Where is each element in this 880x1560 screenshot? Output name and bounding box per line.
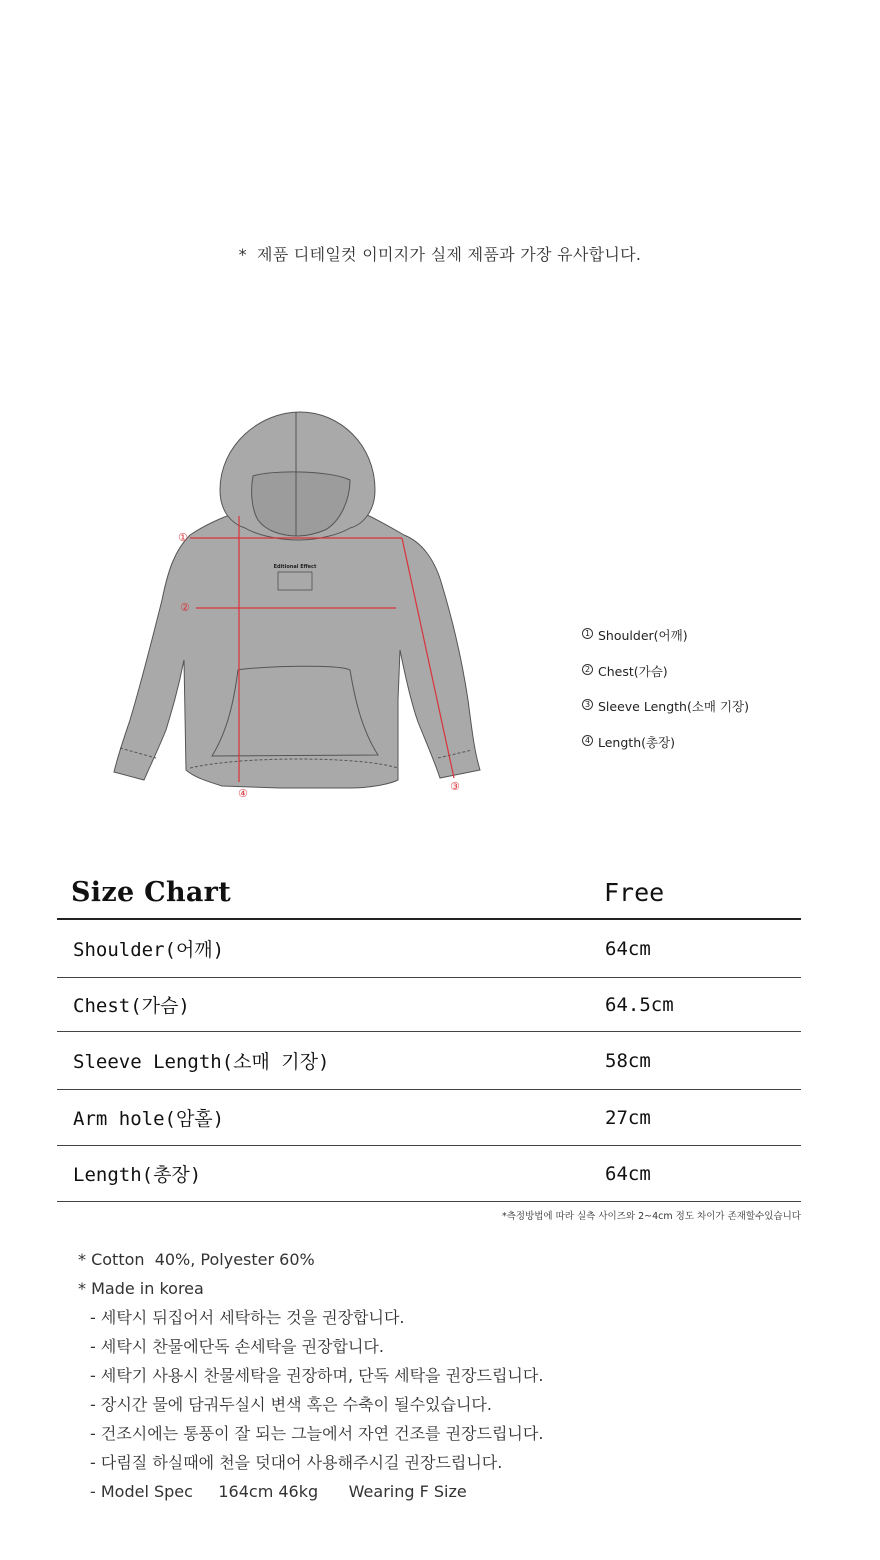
legend-label: Shoulder(어깨): [598, 628, 688, 643]
marker-shoulder: ①: [178, 531, 188, 544]
care-line: - 건조시에는 통풍이 잘 되는 그늘에서 자연 건조를 권장드립니다.: [90, 1424, 544, 1443]
care-line: - 장시간 물에 담궈두실시 변색 혹은 수축이 될수있습니다.: [90, 1395, 492, 1414]
legend-number: 2: [582, 664, 593, 675]
notice-asterisk: *: [238, 245, 247, 264]
row-value: 64cm: [605, 1162, 651, 1185]
care-line: - 다림질 하실때에 천을 덧대어 사용해주시길 권장드립니다.: [90, 1453, 503, 1472]
model-spec: - Model Spec 164cm 46kg Wearing F Size: [90, 1482, 467, 1501]
row-label: Arm hole(암홀): [73, 1108, 225, 1130]
care-line: - 세탁시 뒤집어서 세탁하는 것을 권장합니다.: [90, 1308, 405, 1327]
product-image-notice: [0, 242, 880, 265]
hoodie-measurement-diagram: [100, 400, 500, 810]
legend-item-shoulder: [582, 626, 749, 662]
row-label: Sleeve Length(소매 기장): [73, 1051, 330, 1073]
size-chart-table: [57, 866, 801, 1222]
table-row: [57, 920, 801, 978]
size-chart-title: Size Chart: [71, 876, 231, 908]
row-value: 58cm: [605, 1049, 651, 1072]
row-label: Chest(가슴): [73, 995, 190, 1017]
legend-number: 3: [582, 699, 593, 710]
row-value: 27cm: [605, 1106, 651, 1129]
chest-print-text: Editional Effect: [273, 564, 317, 570]
table-row: [57, 1146, 801, 1202]
legend-number: 1: [582, 628, 593, 639]
hoodie-illustration: [100, 400, 500, 810]
table-row: [57, 978, 801, 1032]
marker-length: ④: [238, 787, 248, 800]
legend-label: Chest(가슴): [598, 663, 668, 679]
legend-number: 4: [582, 735, 593, 746]
legend-item-sleeve: [582, 697, 749, 733]
marker-sleeve: ③: [450, 780, 460, 793]
measurement-note: *측정방법에 따라 실측 사이즈와 2~4cm 정도 차이가 존재할수있습니다: [501, 1211, 801, 1222]
legend-label: Length(총장): [598, 734, 676, 750]
material-info: * Cotton 40%, Polyester 60%: [78, 1250, 315, 1269]
row-value: 64cm: [605, 937, 651, 960]
care-instructions: [78, 1249, 543, 1510]
table-row: [57, 1090, 801, 1146]
legend-label: Sleeve Length(소매 기장): [598, 699, 749, 714]
origin-info: * Made in korea: [78, 1279, 204, 1298]
measurement-legend: [582, 626, 749, 768]
row-label: Shoulder(어깨): [73, 939, 225, 961]
size-header-free: Free: [604, 877, 665, 907]
legend-item-length: [582, 733, 749, 769]
row-label: Length(총장): [73, 1164, 202, 1186]
row-value: 64.5cm: [605, 993, 674, 1016]
legend-item-chest: [582, 662, 749, 698]
size-chart-header: [57, 866, 801, 920]
notice-text: 제품 디테일컷 이미지가 실제 제품과 가장 유사합니다.: [256, 245, 642, 264]
care-line: - 세탁시 찬물에단독 손세탁을 권장합니다.: [90, 1337, 384, 1356]
marker-chest: ②: [180, 601, 190, 614]
care-line: - 세탁기 사용시 찬물세탁을 권장하며, 단독 세탁을 권장드립니다.: [90, 1366, 544, 1385]
table-row: [57, 1032, 801, 1090]
